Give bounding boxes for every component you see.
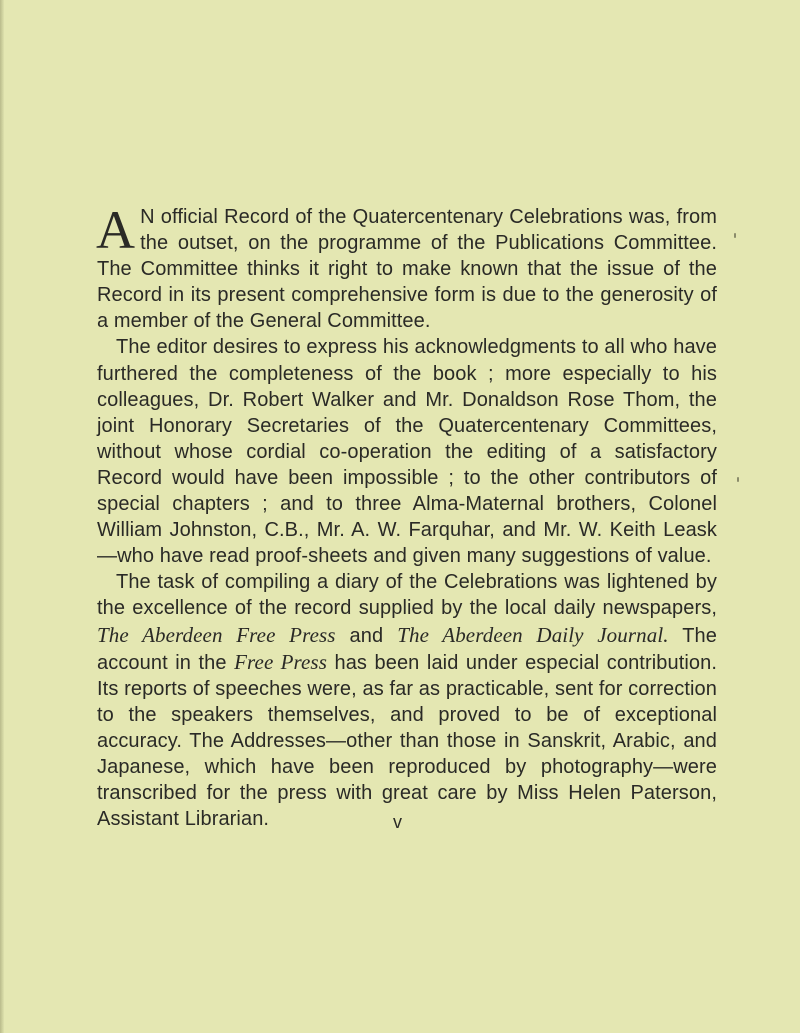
drop-cap: A — [96, 200, 136, 260]
page-number: v — [393, 812, 402, 832]
paragraph-2: The editor desires to express his acknowledgments to all who have furthered the completeness of the book ; more especially to his colleagues, Dr. Robert Walker and Mr. Donaldson Rose Thom, the joint Honorary Secretaries of the Quatercentenary Committees, without whose cordial co-operation the editing of a satisfactory Record would have been impossible ; to the other contributors of special chapters ; and to three Alma-Maternal brothers, Colonel William Johnston, C.B., Mr. A. W. Farquhar, and Mr. W. Keith Leask—who have read proof-sheets and given many suggestions of value. — [97, 336, 717, 568]
preface-text — [96, 200, 718, 832]
paper-speck — [737, 477, 739, 482]
paragraph-1 — [96, 200, 717, 334]
newspaper-title-free-press: The Aberdeen Free Press — [97, 622, 336, 647]
paper-speck — [734, 233, 736, 238]
paragraph-3-part-4: has been laid under especial contribution. Its reports of speeches were, as far as practicable, sent for correction to the speakers themselves, and proved to be of exceptional accuracy. The Addresses—other than those in Sanskrit, Arabic, and Japanese, which have been reproduced by photography—were transcribed for the press with great care by Miss Helen Paterson, Assistant Librarian. — [97, 651, 718, 831]
paragraph-3-part-2: and — [335, 624, 398, 647]
paragraph-1-text: N official Record of the Quatercentenary Celebrations was, from the outset, on the programme of the Publications Committee. The Committee thinks it right to make known that the issue of the Record in its present comprehensive form is due to the generosity of a member of the General Committee. — [97, 206, 717, 333]
page-gutter-edge — [0, 0, 4, 1033]
paragraph-3-part-1: The task of compiling a diary of the Celebrations was lightened by the excellence of the record supplied by the local daily newspapers, — [97, 571, 717, 620]
paragraph-3-part-3: The account in the — [97, 624, 717, 674]
newspaper-title-daily-journal: The Aberdeen Daily Journal. — [397, 622, 669, 647]
paragraph-3 — [97, 569, 717, 832]
newspaper-title-free-press-short: Free Press — [234, 649, 327, 674]
